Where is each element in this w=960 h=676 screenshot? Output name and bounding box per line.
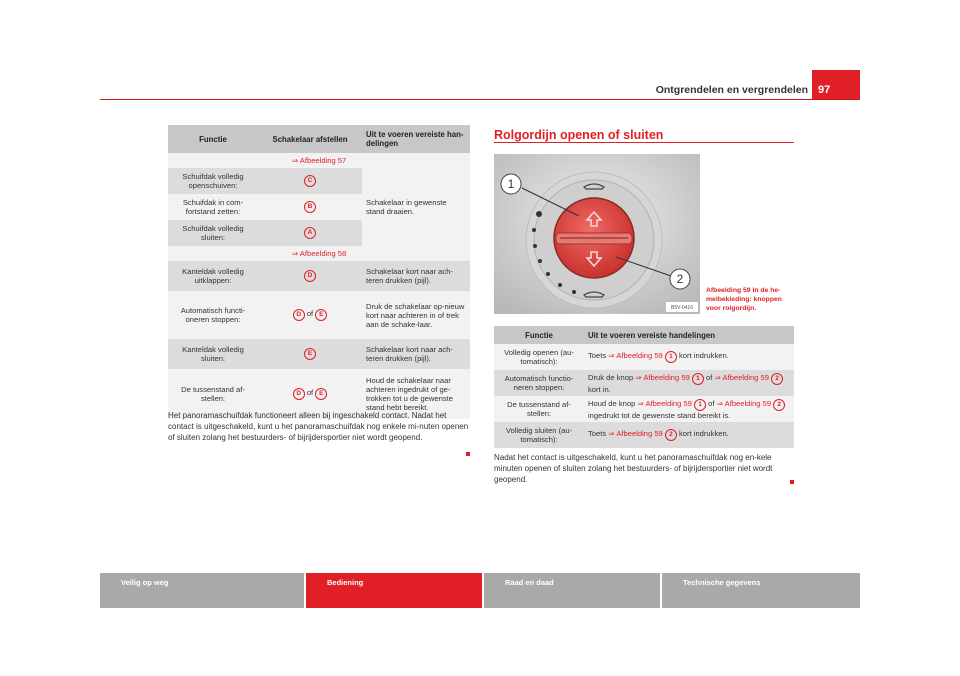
figure-ref-59[interactable]: ⇒ Afbeelding 59 (608, 429, 663, 438)
figure-59-photo (494, 154, 700, 314)
header-title: Ontgrendelen en vergrendelen (655, 84, 808, 96)
figure-ref-59[interactable]: ⇒ Afbeelding 59 (635, 372, 690, 382)
page-number: 97 (818, 84, 831, 96)
figure-ref-58[interactable]: ⇒ Afbeelding 58 (168, 246, 470, 261)
row-action: Toets ⇒ Afbeelding 59 2 kort indrukken. (584, 422, 794, 448)
figure-caption: Afbeelding 59 In de he-melbekleding: knoppen voor rolgordijn. (706, 287, 782, 312)
col-header-functie: Functie (494, 326, 584, 344)
switch-d-icon: D (293, 309, 305, 321)
callout-1: 1 (507, 177, 515, 191)
switch-e-icon: E (315, 388, 327, 400)
row-action: Toets ⇒ Afbeelding 59 1 kort indrukken. (584, 344, 794, 370)
end-marker (466, 452, 470, 456)
table-row (168, 339, 470, 369)
row-function: Schuifdak volledig sluiten: (168, 220, 258, 246)
button-1-icon: 1 (694, 399, 706, 411)
footer-tab-label: Raad en daad (505, 578, 554, 587)
col-header-handelingen: Uit te voeren vereiste handelingen (584, 326, 794, 344)
sunblind-note: Nadat het contact is uitgeschakeld, kunt u het panoramaschuifdak nog en-kele minuten openen of sluiten zolang het bestuurders- of bijrijdersportier niet wordt geopend. (494, 453, 773, 484)
section-title: Rolgordijn openen of sluiten (494, 128, 664, 142)
row-function: De tussenstand af-stellen: (494, 396, 584, 422)
section-rule (494, 142, 794, 143)
switch-d-icon: D (293, 388, 305, 400)
row-function: Volledig sluiten (au-tomatisch): (494, 422, 584, 448)
col-header-schakelaar: Schakelaar afstellen (258, 125, 362, 153)
button-1-icon: 1 (665, 351, 677, 363)
header-rule (100, 99, 860, 100)
row-action: Schakelaar in gewenste stand draaien. (362, 168, 470, 246)
row-action: Schakelaar kort naar ach-teren drukken (pijl). (362, 261, 470, 291)
switch-c-icon: C (304, 175, 316, 187)
table-row (494, 370, 794, 396)
col-header-handelingen: Uit te voeren vereiste han-delingen (362, 125, 470, 153)
figure-ref-59[interactable]: ⇒ Afbeelding 59 (716, 398, 772, 408)
footer-tab-raad-en-daad[interactable] (484, 573, 660, 608)
panorama-roof-note: Het panoramaschuifdak functioneert alleen bij ingeschakeld contact. Nadat het contact is uitgeschakeld, kunt u het panoramaschuifdak nog enkele mi-nuten openen of sluiten zolang het bestuurders- of bijrijdersportier niet wordt geopend. (168, 411, 469, 442)
figure-ref-59[interactable]: ⇒ Afbeelding 59 (637, 398, 692, 408)
figure-ref-57[interactable]: ⇒ Afbeelding 57 (168, 153, 470, 168)
button-2-icon: 2 (665, 429, 677, 441)
table-row (494, 344, 794, 370)
button-2-icon: 2 (773, 399, 785, 411)
footer-tab-label: Veilig op weg (121, 578, 169, 587)
table-row (168, 261, 470, 291)
footer-tab-veilig-op-weg[interactable] (100, 573, 304, 608)
col-header-functie: Functie (168, 125, 258, 153)
button-1-icon: 1 (692, 373, 704, 385)
figure-ref-59[interactable]: ⇒ Afbeelding 59 (714, 372, 769, 382)
callout-2: 2 (676, 272, 684, 286)
switch-a-icon: A (304, 227, 316, 239)
row-function: Schuifdak in com-fortstand zetten: (168, 194, 258, 220)
switch-d-icon: D (304, 270, 316, 282)
switch-e-icon: E (315, 309, 327, 321)
button-2-icon: 2 (771, 373, 783, 385)
row-function: Volledig openen (au-tomatisch): (494, 344, 584, 370)
table-row (494, 422, 794, 448)
table-row (168, 291, 470, 339)
row-function: De tussenstand af-stellen: (168, 369, 258, 419)
row-action: Druk de schakelaar op-nieuw kort naar achteren in of trek aan de schake-laar. (362, 291, 470, 339)
or-text: of (306, 309, 314, 318)
sunblind-table (494, 326, 794, 448)
table-row (494, 396, 794, 422)
figure-ref-59[interactable]: ⇒ Afbeelding 59 (608, 351, 663, 360)
row-function: Kanteldak volledig sluiten: (168, 339, 258, 369)
footer-tab-label: Bediening (327, 578, 364, 587)
footer-tab-bediening[interactable] (306, 573, 482, 608)
table-row (168, 168, 470, 194)
row-action: Houd de knop ⇒ Afbeelding 59 1 of ⇒ Afbeelding 59 2 ingedrukt tot de gewenste stand bereikt is. (584, 396, 794, 422)
sunblind-buttons-illustration (494, 154, 700, 314)
footer-tab-label: Technische gegevens (683, 578, 761, 587)
row-action: Druk de knop ⇒ Afbeelding 59 1 of ⇒ Afbeelding 59 2 kort in. (584, 370, 794, 396)
end-marker (790, 480, 794, 484)
row-function: Automatisch functi-oneren stoppen: (168, 291, 258, 339)
footer-tab-technische-gegevens[interactable] (662, 573, 860, 608)
or-text: of (306, 388, 314, 397)
image-code: B5V-0416 (671, 305, 693, 311)
row-action: Houd de schakelaar naar achteren ingedrukt of ge-trokken tot u de gewenste stand hebt bereikt. (362, 369, 470, 419)
switch-e-icon: E (304, 348, 316, 360)
page-header (0, 0, 960, 100)
switch-b-icon: B (304, 201, 316, 213)
switch-table (168, 125, 470, 419)
row-function: Schuifdak volledig openschuiven: (168, 168, 258, 194)
row-function: Kanteldak volledig uitklappen: (168, 261, 258, 291)
row-action: Schakelaar kort naar ach-teren drukken (pijl). (362, 339, 470, 369)
row-function: Automatisch functio-neren stoppen: (494, 370, 584, 396)
